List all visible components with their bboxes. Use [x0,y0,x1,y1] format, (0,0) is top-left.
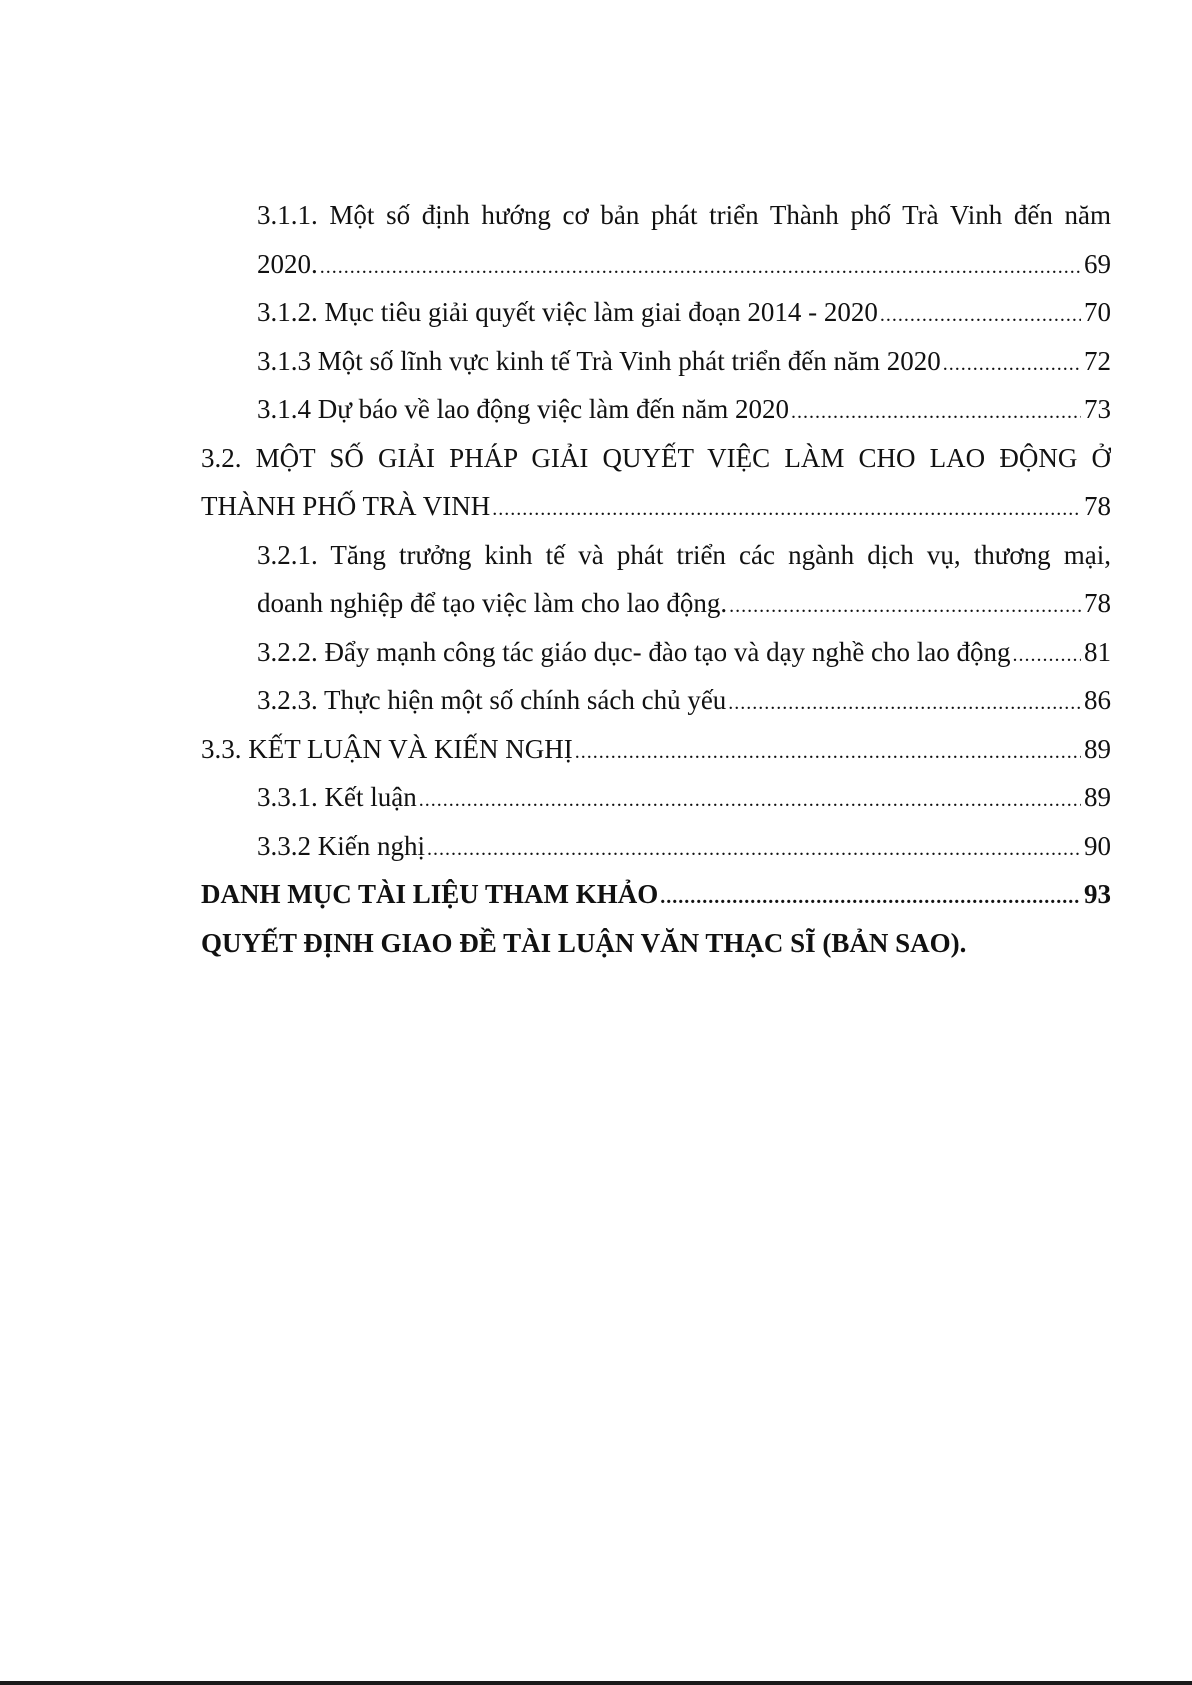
toc-entry-3-2-line2[interactable] [201,482,1111,531]
toc-entry-3-3-2[interactable] [201,822,1111,871]
toc-entry-thesis-decision[interactable] [201,919,1111,968]
toc-page-number: 70 [1084,297,1111,327]
toc-entry-title: 3.1.1. Một số định hướng cơ bản phát triển Thành phố Trà Vinh đến năm [257,200,1111,230]
toc-entry-3-1-4[interactable] [201,385,1111,434]
toc-entry-title: QUYẾT ĐỊNH GIAO ĐỀ TÀI LUẬN VĂN THẠC SĨ (BẢN SAO). [201,927,967,958]
toc-entry-3-3-1[interactable] [201,773,1111,822]
toc-entry-title: 3.2.3. Thực hiện một số chính sách chủ yếu [257,685,727,715]
toc-entry-title: 3.2. MỘT SỐ GIẢI PHÁP GIẢI QUYẾT VIỆC LÀM CHO LAO ĐỘNG Ở [201,442,1111,473]
toc-entry-3-1-2[interactable] [201,288,1111,337]
toc-entry-3-1-1-line2[interactable] [201,240,1111,289]
page-bottom-border [0,1681,1192,1685]
toc-page-number: 90 [1084,830,1111,861]
toc-entry-title: 3.1.4 Dự báo về lao động việc làm đến năm 2020 [257,394,790,424]
toc-page-number: 89 [1084,782,1111,812]
toc-entry-title: THÀNH PHỐ TRÀ VINH [201,491,491,521]
toc-entry-title: 3.1.2. Mục tiêu giải quyết việc làm giai đoạn 2014 - 2020 [257,297,878,327]
toc-entry-title: 3.1.3 Một số lĩnh vực kinh tế Trà Vinh phát triển đến năm 2020 [257,345,941,376]
toc-page-number: 78 [1084,588,1111,618]
toc-entry-3-2-2[interactable] [201,628,1111,677]
toc-entry-title: 3.3. KẾT LUẬN VÀ KIẾN NGHỊ [201,733,573,764]
dot-leader [320,243,1081,292]
toc-page-number: 89 [1084,733,1111,764]
toc-page-number: 72 [1084,345,1111,376]
toc-page-number: 73 [1084,394,1111,424]
dot-leader [575,728,1081,777]
toc-entry-title: doanh nghiệp để tạo việc làm cho lao động. [257,588,728,618]
dot-leader [660,873,1081,922]
toc-page-number: 86 [1084,685,1111,715]
dot-leader [729,582,1081,631]
toc-page-number: 81 [1084,636,1111,667]
toc-entry-3-2-line1 [201,434,1111,483]
toc-entry-references[interactable] [201,870,1111,919]
dot-leader [880,291,1081,340]
toc-page-number: 78 [1084,491,1111,521]
toc-entry-3-1-3[interactable] [201,337,1111,386]
dot-leader [728,679,1081,728]
toc-entry-3-1-1-line1 [201,191,1111,240]
toc-entry-title: 3.2.2. Đẩy mạnh công tác giáo dục- đào tạo và dạy nghề cho lao động [257,636,1011,667]
dot-leader [419,776,1081,825]
toc-entry-title: 3.3.1. Kết luận [257,782,417,812]
dot-leader [427,825,1081,874]
dot-leader [1013,631,1081,680]
dot-leader [791,388,1081,437]
toc-page-number: 69 [1084,248,1111,279]
table-of-contents [201,191,1111,967]
toc-entry-title: DANH MỤC TÀI LIỆU THAM KHẢO [201,879,659,909]
toc-page-number: 93 [1084,879,1111,909]
toc-entry-3-2-1-line2[interactable] [201,579,1111,628]
toc-entry-3-3[interactable] [201,725,1111,774]
dot-leader [492,485,1081,534]
dot-leader [943,340,1081,389]
toc-entry-title: 3.3.2 Kiến nghị [257,830,425,861]
toc-entry-3-2-1-line1 [201,531,1111,580]
toc-entry-title: 2020. [257,248,318,279]
toc-entry-3-2-3[interactable] [201,676,1111,725]
toc-entry-title: 3.2.1. Tăng trưởng kinh tế và phát triển các ngành dịch vụ, thương mại, [257,539,1111,570]
